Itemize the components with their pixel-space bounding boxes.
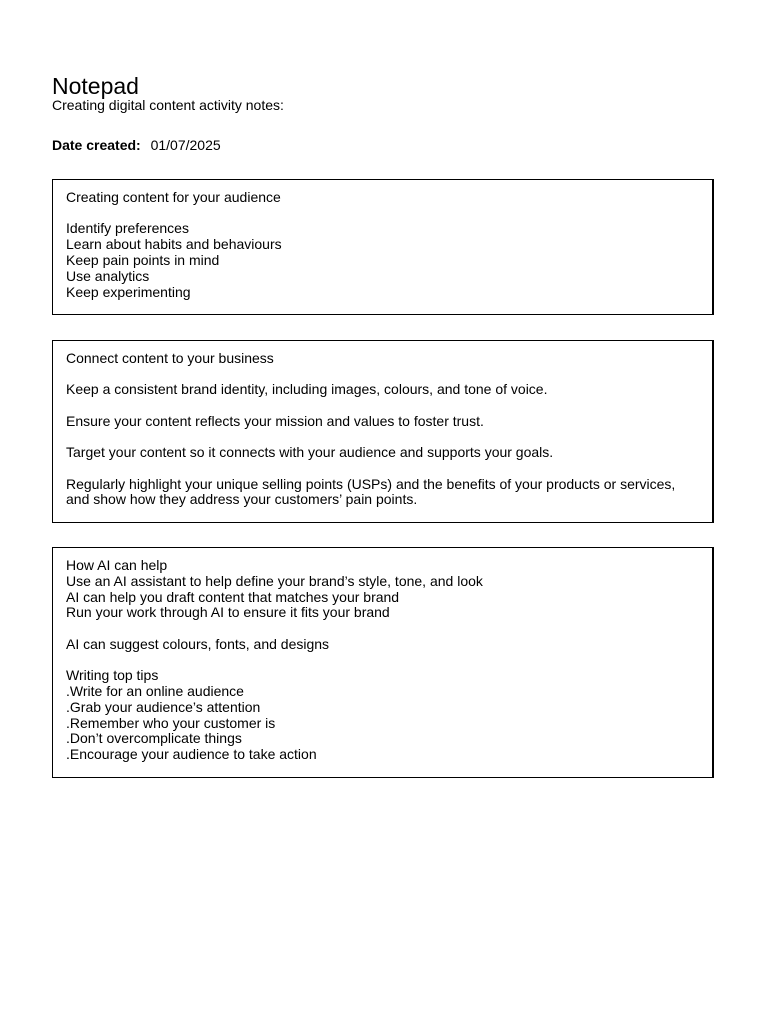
tip-item: .Remember who your customer is bbox=[66, 714, 276, 731]
note-box-ai-help[interactable] bbox=[52, 547, 714, 778]
note-paragraph: Ensure your content reflects your mission and values to foster trust. bbox=[66, 412, 484, 429]
note-box-audience[interactable] bbox=[52, 179, 714, 315]
spacer bbox=[66, 398, 698, 414]
page-subtitle: Creating digital content activity notes: bbox=[52, 97, 284, 113]
note-heading: How AI can help bbox=[66, 557, 168, 573]
note-item: Keep pain points in mind bbox=[66, 251, 220, 268]
note-paragraph: Target your content so it connects with your audience and supports your goals. bbox=[66, 444, 554, 461]
tip-item: .Grab your audience’s attention bbox=[66, 698, 261, 715]
note-item: Use an AI assistant to help define your brand’s style, tone, and look bbox=[66, 572, 483, 589]
note-item: AI can help you draft content that matches your brand bbox=[66, 588, 400, 605]
date-created-label: Date created: bbox=[52, 137, 141, 153]
date-created-value: 01/07/2025 bbox=[150, 137, 221, 153]
spacer bbox=[66, 461, 698, 477]
spacer bbox=[66, 206, 698, 222]
date-created-row bbox=[52, 137, 221, 154]
note-item: Use analytics bbox=[66, 267, 150, 284]
note-heading: Connect content to your business bbox=[66, 350, 274, 366]
note-extra: AI can suggest colours, fonts, and designs bbox=[66, 635, 330, 652]
tip-item: .Don’t overcomplicate things bbox=[66, 730, 242, 747]
tip-item: .Encourage your audience to take action bbox=[66, 746, 317, 763]
note-heading: Creating content for your audience bbox=[66, 189, 281, 205]
note-box-business[interactable] bbox=[52, 340, 714, 523]
note-item: Learn about habits and behaviours bbox=[66, 236, 282, 253]
spacer bbox=[66, 621, 698, 637]
note-item: Keep experimenting bbox=[66, 283, 191, 300]
note-paragraph: Regularly highlight your unique selling points (USPs) and the benefits of your products or services, and show how they address your customers’ pain points. bbox=[66, 475, 680, 508]
note-item: Run your work through AI to ensure it fits your brand bbox=[66, 604, 390, 621]
page-title: Notepad bbox=[52, 73, 139, 99]
spacer bbox=[66, 430, 698, 446]
tips-heading: Writing top tips bbox=[66, 667, 159, 684]
note-paragraph: Keep a consistent brand identity, including images, colours, and tone of voice. bbox=[66, 381, 548, 398]
tip-item: .Write for an online audience bbox=[66, 682, 244, 699]
spacer bbox=[66, 653, 698, 669]
spacer bbox=[66, 367, 698, 383]
note-item: Identify preferences bbox=[66, 220, 189, 237]
